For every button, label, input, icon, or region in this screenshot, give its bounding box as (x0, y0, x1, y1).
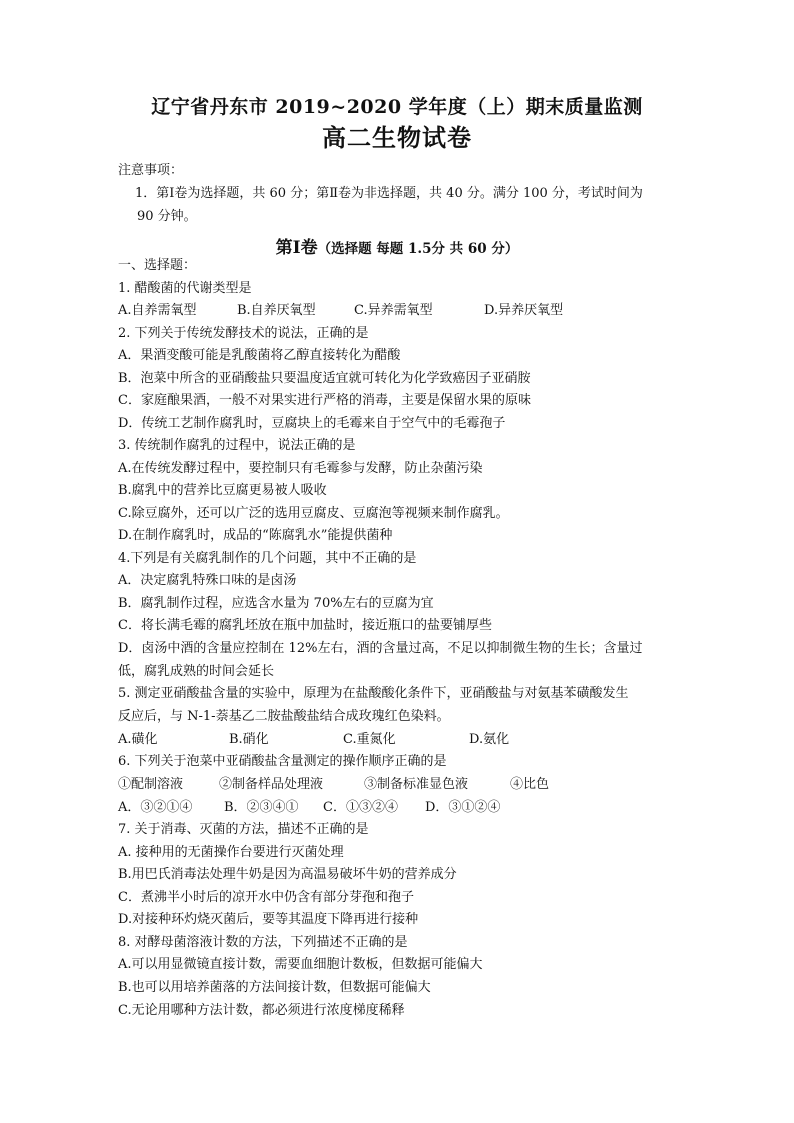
question-type-label: 一、选择题： (118, 258, 197, 273)
question-5-stem-line-1: 5. 测定亚硝酸盐含量的实验中，原理为在盐酸酸化条件下，亚硝酸盐与对氨基苯磺酸发生 (118, 686, 629, 701)
option-a: A．③②①④ (118, 800, 193, 815)
question-2-option-b: B．泡菜中所含的亚硝酸盐只要温度适宜就可转化为化学致癌因子亚硝胺 (118, 371, 531, 386)
option-d: D．③①②④ (425, 800, 501, 815)
question-6-stem: 6. 下列关于泡菜中亚硝酸盐含量测定的操作顺序正确的是 (118, 754, 447, 769)
question-2-stem: 2. 下列关于传统发酵技术的说法，正确的是 (118, 326, 369, 341)
question-3-option-a: A.在传统发酵过程中，要控制只有毛霉参与发酵，防止杂菌污染 (118, 461, 483, 476)
question-2-option-d: D．传统工艺制作腐乳时，豆腐块上的毛霉来自于空气中的毛霉孢子 (118, 416, 506, 431)
section-title-main: 第Ⅰ卷 (275, 238, 318, 258)
question-8-option-c: C.无论用哪种方法计数，都必须进行浓度梯度稀释 (118, 1003, 405, 1018)
question-8-option-a: A.可以用显微镜直接计数，需要血细胞计数板，但数据可能偏大 (118, 957, 483, 972)
step-4: ④比色 (510, 777, 550, 792)
question-3-option-b: B.腐乳中的营养比豆腐更易被人吸收 (118, 483, 327, 498)
exam-title: 辽宁省丹东市 2019~2020 学年度（上）期末质量监测 (151, 96, 643, 118)
notice-line-1: 1．第Ⅰ卷为选择题，共 60 分；第Ⅱ卷为非选择题，共 40 分。满分 100 分，考试时间为 (135, 186, 643, 201)
option-c: C.异养需氧型 (354, 303, 433, 318)
option-a: A.磺化 (118, 732, 158, 747)
step-2: ②制备样品处理液 (219, 777, 324, 792)
exam-subtitle: 高二生物试卷 (322, 123, 472, 152)
section-title-detail: （选择题 每题 1.5分 共 60 分） (317, 241, 519, 257)
question-4-option-a: A．决定腐乳特殊口味的是卤汤 (118, 573, 297, 588)
step-1: ①配制溶液 (118, 777, 184, 792)
question-7-option-a: A. 接种用的无菌操作台要进行灭菌处理 (118, 845, 344, 860)
option-b: B.自养厌氧型 (237, 303, 316, 318)
question-4-option-d-line-1: D．卤汤中酒的含量应控制在 12%左右，酒的含量过高，不足以抑制微生物的生长；含量过 (118, 641, 643, 656)
question-3-stem: 3. 传统制作腐乳的过程中，说法正确的是 (118, 438, 356, 453)
question-4-option-d-line-2: 低，腐乳成熟的时间会延长 (118, 664, 275, 679)
notice-line-2: 90 分钟。 (137, 209, 197, 224)
option-a: A.自养需氧型 (118, 303, 197, 318)
question-8-option-b: B.也可以用培养菌落的方法间接计数，但数据可能偏大 (118, 980, 431, 995)
option-b: B．②③④① (224, 800, 299, 815)
option-c: C．①③②④ (323, 800, 398, 815)
question-7-stem: 7. 关于消毒、灭菌的方法，描述不正确的是 (118, 822, 369, 837)
question-7-option-d: D.对接种环灼烧灭菌后，要等其温度下降再进行接种 (118, 912, 419, 927)
question-4-option-c: C．将长满毛霉的腐乳坯放在瓶中加盐时，接近瓶口的盐要铺厚些 (118, 618, 492, 633)
question-3-option-c: C.除豆腐外，还可以广泛的选用豆腐皮、豆腐泡等视频来制作腐乳。 (118, 506, 509, 521)
step-3: ③制备标准显色液 (364, 777, 469, 792)
question-4-option-b: B．腐乳制作过程，应选含水量为 70%左右的豆腐为宜 (118, 596, 434, 611)
question-7-option-c: C．煮沸半小时后的凉开水中仍含有部分芽孢和孢子 (118, 890, 414, 905)
question-8-stem: 8. 对酵母菌溶液计数的方法，下列描述不正确的是 (118, 935, 408, 950)
question-5-stem-line-2: 反应后，与 N-1-萘基乙二胺盐酸盐结合成玫瑰红色染料。 (118, 709, 450, 724)
question-3-option-d: D.在制作腐乳时，成品的“陈腐乳水”能提供菌种 (118, 528, 393, 543)
notice-heading: 注意事项： (118, 163, 184, 178)
section-title (0, 233, 794, 258)
question-2-option-c: C．家庭酿果酒，一般不对果实进行严格的消毒，主要是保留水果的原味 (118, 393, 531, 408)
option-d: D.异养厌氧型 (484, 303, 564, 318)
option-d: D.氨化 (469, 732, 510, 747)
question-1-stem: 1. 醋酸菌的代谢类型是 (118, 281, 252, 296)
option-b: B.硝化 (229, 732, 269, 747)
question-2-option-a: A．果酒变酸可能是乳酸菌将乙醇直接转化为醋酸 (118, 348, 401, 363)
option-c: C.重氮化 (343, 732, 396, 747)
question-7-option-b: B.用巴氏消毒法处理牛奶是因为高温易破坏牛奶的营养成分 (118, 867, 457, 882)
question-4-stem: 4.下列是有关腐乳制作的几个问题，其中不正确的是 (118, 551, 417, 566)
